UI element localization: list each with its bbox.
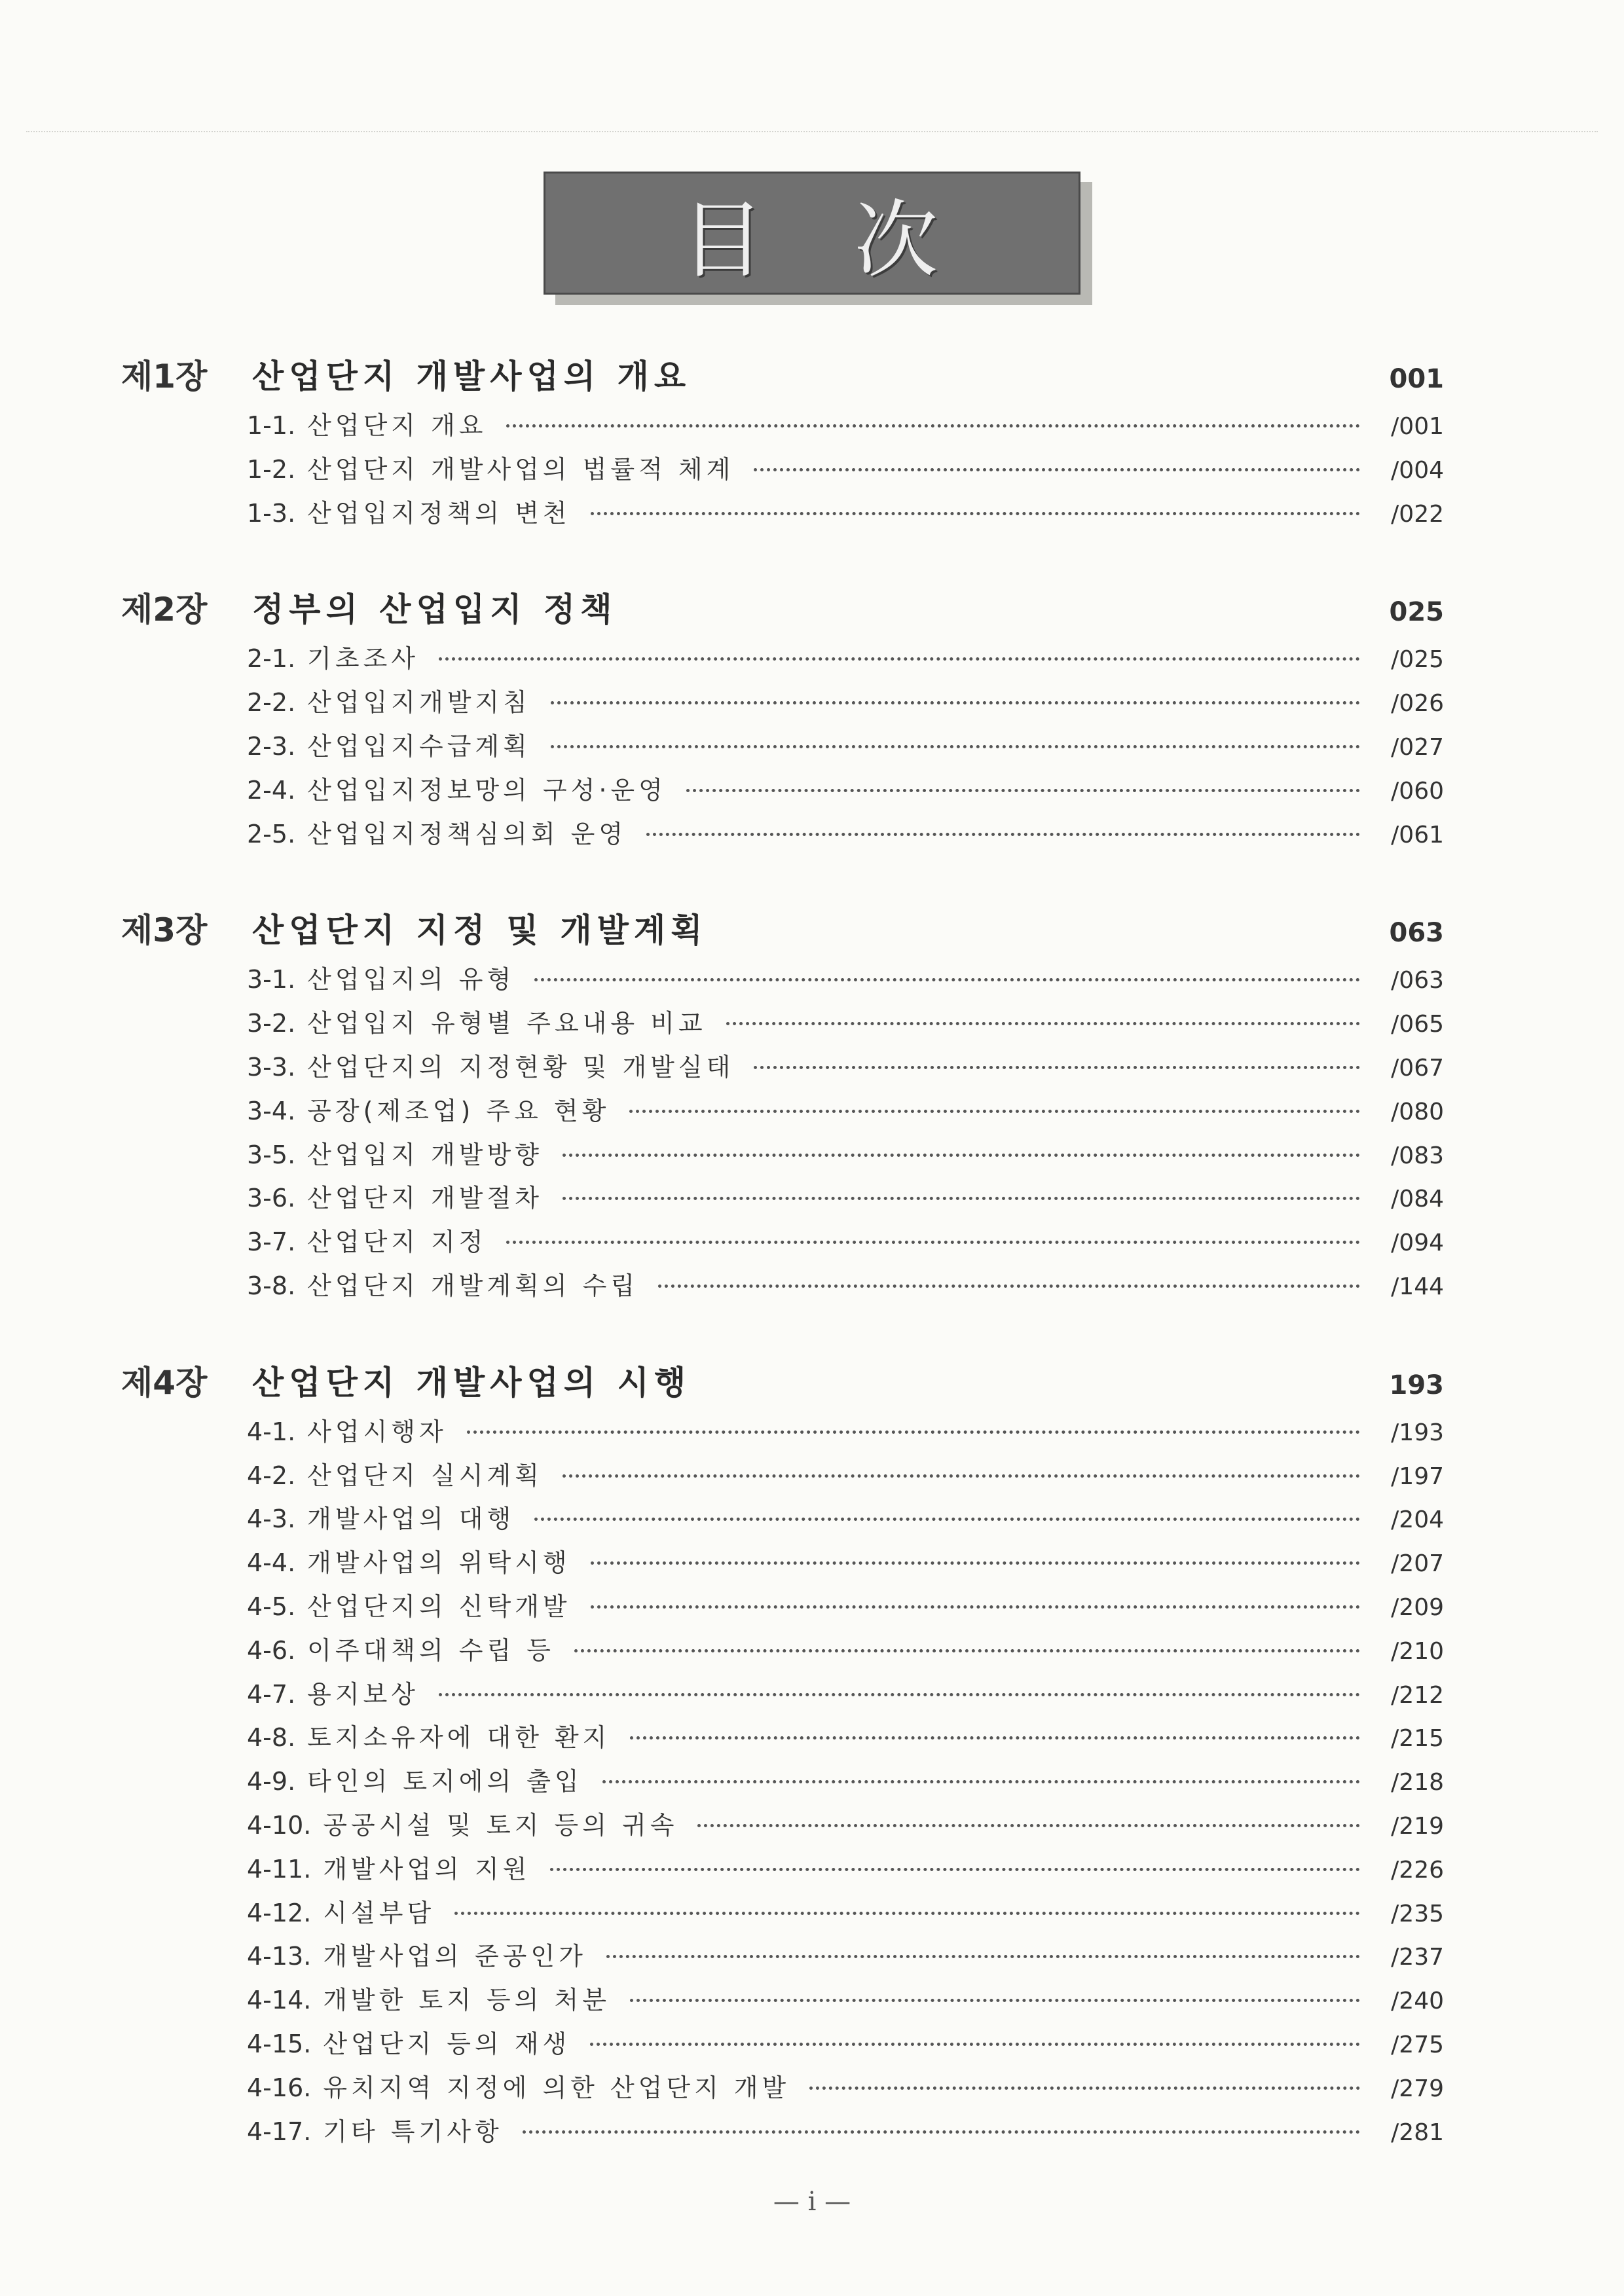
section-number: 3-2. [247, 1009, 296, 1038]
section-number: 4-10. [247, 1810, 312, 1840]
section-number: 2-4. [247, 775, 296, 805]
toc-entry[interactable] [121, 726, 1444, 770]
section-title: 산업입지의 유형 [307, 965, 515, 994]
dot-leader [523, 2130, 1360, 2134]
section-title: 용지보상 [307, 1679, 419, 1709]
toc-entry[interactable] [121, 1412, 1444, 1455]
toc-entry[interactable] [121, 405, 1444, 449]
section-number: 4-13. [247, 1942, 312, 1971]
section-title: 개발한 토지 등의 처분 [323, 1986, 610, 2015]
dot-leader [629, 1110, 1360, 1113]
section-number: 4-2. [247, 1461, 296, 1490]
toc-entry[interactable] [121, 1222, 1444, 1266]
section-page: /067 [1391, 1054, 1444, 1082]
toc-entry[interactable] [121, 682, 1444, 726]
chapter-block [121, 1357, 1444, 2155]
section-number: 4-11. [247, 1854, 312, 1884]
toc-entry[interactable] [121, 1805, 1444, 1849]
section-page: /219 [1391, 1812, 1444, 1840]
dot-leader [534, 978, 1360, 981]
dot-leader [534, 1518, 1360, 1521]
toc-entry[interactable] [121, 1980, 1444, 2024]
section-number: 1-3. [247, 498, 296, 528]
toc-entry[interactable] [121, 1586, 1444, 1630]
section-number: 4-15. [247, 2029, 312, 2058]
section-title: 산업단지 지정 [307, 1228, 487, 1257]
section-number: 2-5. [247, 819, 296, 848]
section-title: 산업입지정보망의 구성·운영 [307, 775, 667, 805]
section-number: 4-4. [247, 1548, 296, 1578]
section-title: 유치지역 지정에 의한 산업단지 개발 [323, 2073, 790, 2102]
dot-leader [551, 745, 1360, 748]
section-page: /063 [1391, 967, 1444, 994]
dot-leader [726, 1022, 1360, 1025]
section-title: 산업입지정책심의회 운영 [307, 819, 627, 848]
toc-entry[interactable] [121, 1178, 1444, 1222]
section-page: /197 [1391, 1463, 1444, 1490]
section-page: /004 [1391, 456, 1444, 484]
dot-leader [506, 424, 1360, 428]
chapter-page: 063 [1389, 918, 1444, 949]
toc-entry[interactable] [121, 1266, 1444, 1309]
toc-entry[interactable] [121, 1849, 1444, 1893]
section-title: 산업단지 실시계획 [307, 1461, 543, 1490]
chapter-title: 산업단지 지정 및 개발계획 [252, 911, 708, 950]
page-title: 目 次 [544, 172, 1080, 295]
section-number: 2-3. [247, 731, 296, 761]
section-number: 4-3. [247, 1504, 296, 1534]
top-rule [26, 131, 1598, 132]
section-number: 4-12. [247, 1898, 312, 1927]
dot-leader [686, 789, 1360, 792]
toc-entry[interactable] [121, 770, 1444, 814]
section-title: 시설부담 [323, 1898, 435, 1927]
dot-leader [439, 657, 1360, 661]
chapter-title: 산업단지 개발사업의 시행 [252, 1363, 692, 1402]
section-page: /094 [1391, 1230, 1444, 1257]
section-number: 4-17. [247, 2117, 312, 2146]
section-page: /022 [1391, 500, 1444, 528]
section-page: /080 [1391, 1098, 1444, 1125]
dot-leader [591, 512, 1360, 515]
section-number: 4-8. [247, 1723, 296, 1753]
section-page: /060 [1391, 777, 1444, 805]
section-page: /215 [1391, 1725, 1444, 1753]
chapter-page: 025 [1389, 597, 1444, 628]
section-number: 3-8. [247, 1271, 296, 1300]
section-page: /084 [1391, 1186, 1444, 1213]
section-page: /193 [1391, 1419, 1444, 1446]
toc-entry[interactable] [121, 1499, 1444, 1542]
chapter-title: 정부의 산업입지 정책 [252, 591, 618, 629]
dot-leader [506, 1241, 1360, 1244]
chapter-number: 제2장 [121, 591, 208, 629]
dot-leader [439, 1693, 1360, 1696]
toc-entry[interactable] [121, 814, 1444, 858]
section-page: /218 [1391, 1769, 1444, 1796]
section-number: 3-3. [247, 1052, 296, 1082]
section-title: 산업입지 개발방향 [307, 1140, 543, 1169]
toc-entry[interactable] [121, 1135, 1444, 1178]
section-page: /279 [1391, 2075, 1444, 2102]
section-page: /235 [1391, 1900, 1444, 1927]
dot-leader [563, 1154, 1360, 1157]
chapter-block [121, 904, 1444, 1309]
dot-leader [574, 1649, 1360, 1652]
dot-leader [591, 1561, 1360, 1565]
toc-entry[interactable] [121, 1717, 1444, 1761]
section-title: 산업단지 개발사업의 법률적 체계 [307, 454, 735, 484]
chapter-title: 산업단지 개발사업의 개요 [252, 357, 692, 395]
toc-entry[interactable] [121, 449, 1444, 493]
section-number: 4-16. [247, 2073, 312, 2102]
section-page: /025 [1391, 646, 1444, 674]
section-title: 공장(제조업) 주요 현황 [307, 1096, 610, 1125]
dot-leader [630, 1999, 1360, 2002]
table-of-contents [121, 350, 1444, 2202]
dot-leader [809, 2086, 1360, 2090]
dot-leader [646, 833, 1360, 836]
section-title: 개발사업의 준공인가 [323, 1942, 587, 1971]
toc-entry[interactable] [121, 1542, 1444, 1586]
section-page: /061 [1391, 821, 1444, 848]
section-page: /237 [1391, 1944, 1444, 1971]
dot-leader [454, 1912, 1360, 1915]
toc-entry[interactable] [121, 1761, 1444, 1805]
section-page: /144 [1391, 1273, 1444, 1300]
toc-entry[interactable] [121, 2024, 1444, 2068]
chapter-page: 001 [1389, 364, 1444, 394]
section-title: 산업단지의 신탁개발 [307, 1592, 571, 1621]
toc-entry[interactable] [121, 1047, 1444, 1091]
section-title: 산업단지 개요 [307, 411, 487, 440]
section-title: 산업단지 개발절차 [307, 1184, 543, 1213]
section-title: 기초조사 [307, 644, 419, 674]
section-number: 4-14. [247, 1986, 312, 2015]
dot-leader [591, 1605, 1360, 1609]
section-page: /027 [1391, 733, 1444, 761]
chapter-heading[interactable] [121, 350, 1444, 405]
section-title: 기타 특기사항 [323, 2117, 503, 2146]
section-page: /083 [1391, 1142, 1444, 1169]
section-number: 3-7. [247, 1228, 296, 1257]
section-number: 4-1. [247, 1417, 296, 1446]
section-page: /240 [1391, 1988, 1444, 2015]
dot-leader [630, 1736, 1360, 1740]
section-title: 타인의 토지에의 출입 [307, 1767, 583, 1796]
chapter-block [121, 350, 1444, 536]
section-page: /209 [1391, 1594, 1444, 1621]
dot-leader [563, 1197, 1360, 1200]
section-number: 3-5. [247, 1140, 296, 1169]
dot-leader [551, 701, 1360, 704]
chapter-heading[interactable] [121, 583, 1444, 638]
section-title: 개발사업의 지원 [323, 1854, 531, 1884]
toc-entry[interactable] [121, 959, 1444, 1003]
chapter-number: 제4장 [121, 1363, 208, 1402]
toc-entry[interactable] [121, 1091, 1444, 1135]
section-title: 개발사업의 대행 [307, 1504, 515, 1534]
section-number: 4-9. [247, 1767, 296, 1796]
section-number: 3-6. [247, 1184, 296, 1213]
section-page: /207 [1391, 1550, 1444, 1578]
toc-entry[interactable] [121, 2111, 1444, 2155]
dot-leader [658, 1285, 1360, 1288]
dot-leader [467, 1430, 1360, 1434]
chapter-block [121, 583, 1444, 857]
section-title: 산업입지수급계획 [307, 731, 531, 761]
section-page: /001 [1391, 413, 1444, 440]
section-page: /281 [1391, 2119, 1444, 2146]
section-title: 산업단지의 지정현황 및 개발실태 [307, 1052, 735, 1082]
toc-entry[interactable] [121, 1893, 1444, 1937]
section-page: /226 [1391, 1856, 1444, 1884]
toc-entry[interactable] [121, 1455, 1444, 1499]
chapter-heading[interactable] [121, 904, 1444, 959]
section-title: 산업단지 등의 재생 [323, 2029, 571, 2058]
chapter-heading[interactable] [121, 1357, 1444, 1412]
dot-leader [754, 468, 1360, 471]
section-page: /204 [1391, 1506, 1444, 1534]
dot-leader [697, 1824, 1360, 1827]
dot-leader [563, 1474, 1360, 1478]
section-number: 4-5. [247, 1592, 296, 1621]
section-number: 4-7. [247, 1679, 296, 1709]
dot-leader [606, 1955, 1360, 1958]
section-title: 산업입지 유형별 주요내용 비교 [307, 1009, 707, 1038]
section-title: 산업입지정책의 변천 [307, 498, 571, 528]
section-page: /026 [1391, 690, 1444, 718]
section-page: /212 [1391, 1681, 1444, 1709]
section-page: /210 [1391, 1637, 1444, 1665]
dot-leader [754, 1066, 1360, 1069]
section-number: 3-1. [247, 965, 296, 994]
dot-leader [602, 1780, 1360, 1783]
chapter-number: 제1장 [121, 357, 208, 395]
section-title: 토지소유자에 대한 환지 [307, 1723, 611, 1753]
section-title: 공공시설 및 토지 등의 귀속 [323, 1810, 678, 1840]
chapter-page: 193 [1389, 1370, 1444, 1400]
toc-entry[interactable] [121, 1936, 1444, 1980]
section-title: 이주대책의 수립 등 [307, 1635, 555, 1665]
section-title: 개발사업의 위탁시행 [307, 1548, 571, 1578]
section-number: 3-4. [247, 1096, 296, 1125]
section-number: 1-1. [247, 411, 296, 440]
toc-entry[interactable] [121, 1674, 1444, 1718]
dot-leader [590, 2043, 1360, 2046]
toc-entry[interactable] [121, 2068, 1444, 2111]
section-number: 4-6. [247, 1635, 296, 1665]
section-number: 2-2. [247, 688, 296, 718]
section-title: 산업단지 개발계획의 수립 [307, 1271, 639, 1300]
chapter-number: 제3장 [121, 911, 208, 950]
toc-entry[interactable] [121, 493, 1444, 537]
toc-entry[interactable] [121, 638, 1444, 682]
section-title: 산업입지개발지침 [307, 688, 531, 718]
section-page: /275 [1391, 2031, 1444, 2058]
section-number: 1-2. [247, 454, 296, 484]
toc-entry[interactable] [121, 1003, 1444, 1047]
toc-entry[interactable] [121, 1630, 1444, 1674]
page-number: — i — [773, 2187, 851, 2217]
section-title: 사업시행자 [307, 1417, 447, 1446]
section-number: 2-1. [247, 644, 296, 674]
dot-leader [550, 1868, 1360, 1871]
section-page: /065 [1391, 1011, 1444, 1038]
